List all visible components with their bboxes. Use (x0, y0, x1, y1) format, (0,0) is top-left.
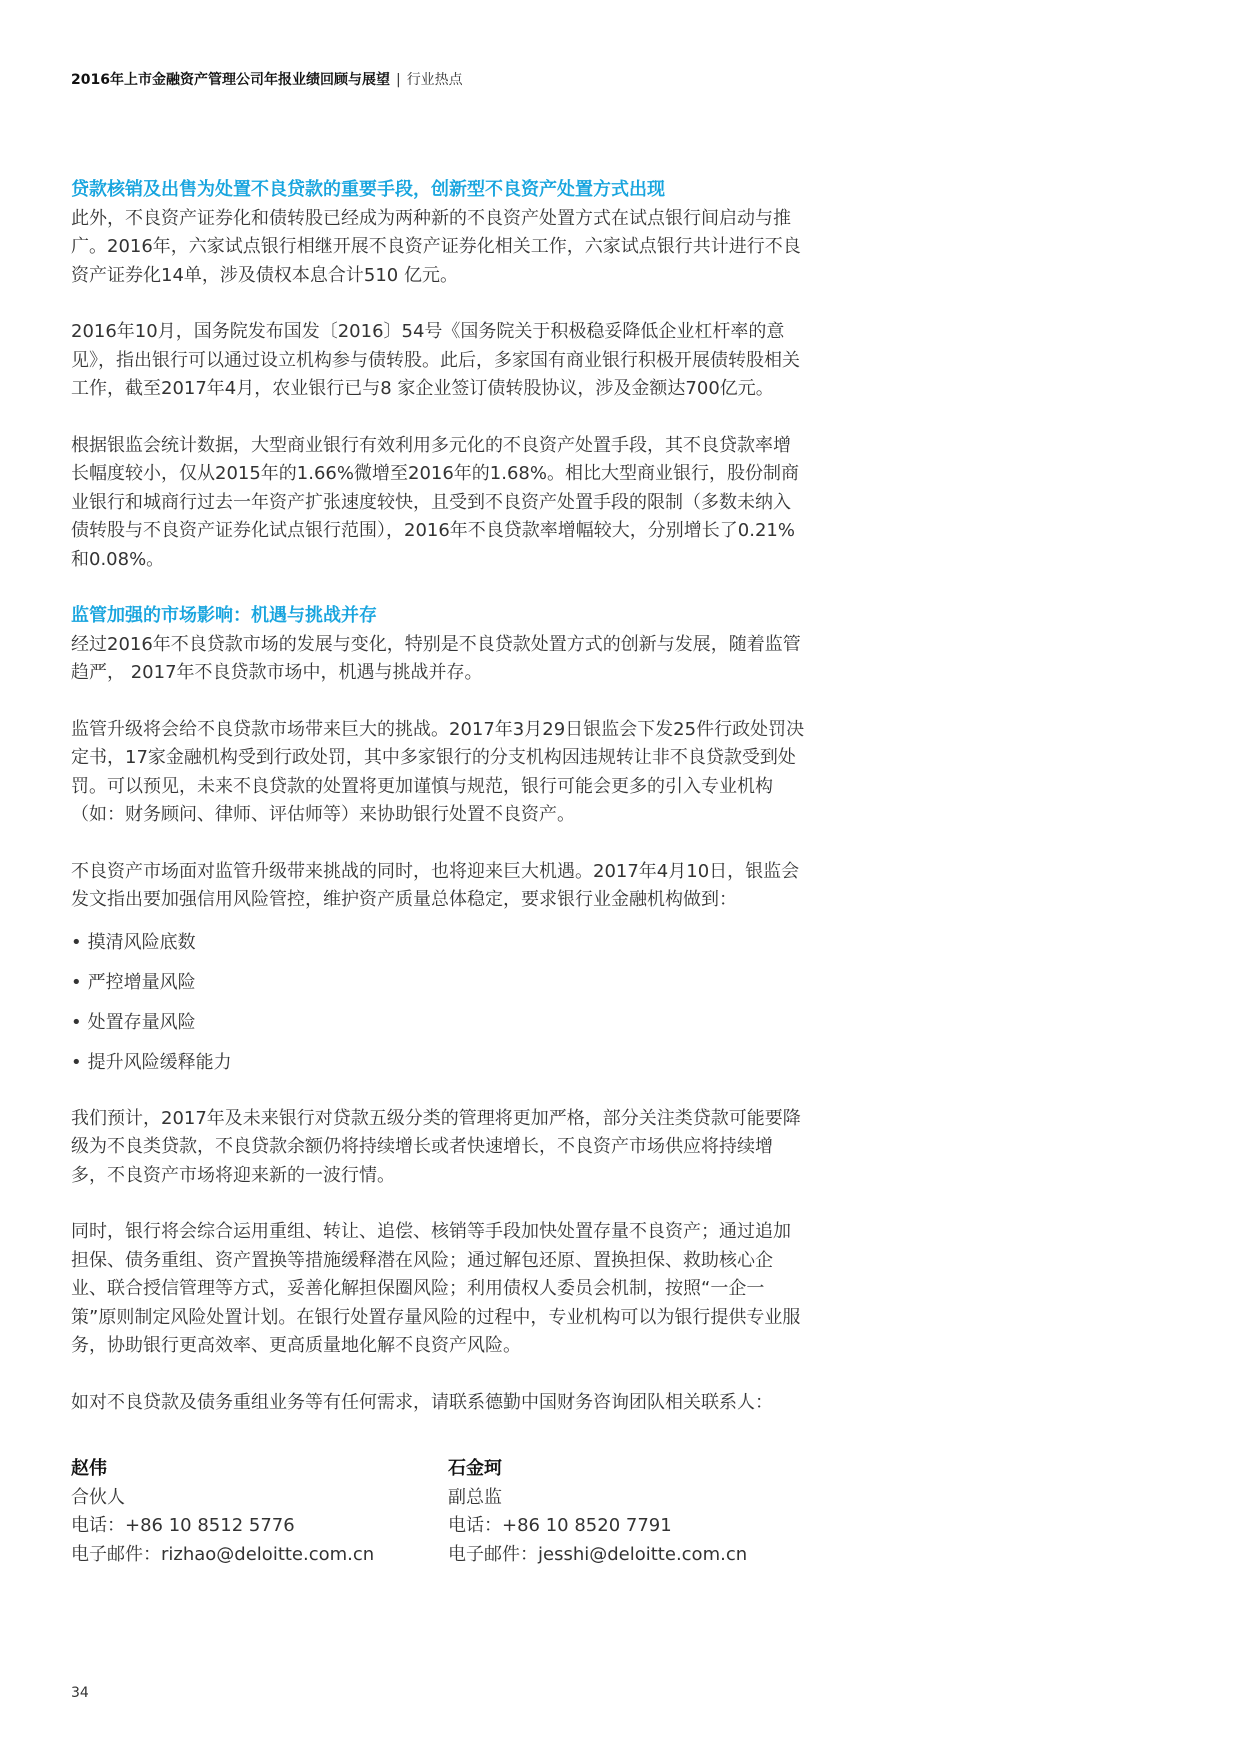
contact-card (71, 1455, 374, 1569)
requirements-list (71, 929, 806, 1077)
contact-name: 石金珂 (448, 1458, 502, 1479)
paragraph: 根据银监会统计数据，大型商业银行有效利用多元化的不良资产处置手段，其不良贷款率增长幅度较小，仅从2015年的1.66%微增至2016年的1.68%。相比大型商业银行，股份制商业银行和城商行过去一年资产扩张速度较快，且受到不良资产处置手段的限制（多数未纳入债转股与不良资产证券化试点银行范围），2016年不良贷款率增幅较大，分别增长了0.21%和0.08%。 (71, 434, 799, 570)
paragraph: 监管升级将会给不良贷款市场带来巨大的挑战。2017年3月29日银监会下发25件行政处罚决定书，17家金融机构受到行政处罚，其中多家银行的分支机构因违规转让非不良贷款受到处罚。可以预见，未来不良贷款的处置将更加谨慎与规范，银行可能会更多的引入专业机构（如：财务顾问、律师、评估师等）来协助银行处置不良资产。 (71, 718, 805, 825)
list-item: • 摸清风险底数 (71, 929, 806, 957)
contact-email: 电子邮件：rizhao@deloitte.com.cn (71, 1543, 375, 1565)
section-heading-regulation: 监管加强的市场影响：机遇与挑战并存 (71, 605, 377, 626)
contact-card (448, 1455, 747, 1569)
contact-phone: 电话：+86 10 8512 5776 (71, 1515, 295, 1536)
paragraph: 此外，不良资产证券化和债转股已经成为两种新的不良资产处置方式在试点银行间启动与推广。2016年，六家试点银行相继开展不良资产证券化相关工作，六家试点银行共计进行不良资产证券化14单，涉及债权本息合计510 亿元。 (71, 207, 801, 286)
paragraph: 2016年10月，国务院发布国发〔2016〕54号《国务院关于积极稳妥降低企业杠杆率的意见》，指出银行可以通过设立机构参与债转股。此后，多家国有商业银行积极开展债转股相关工作，截至2017年4月，农业银行已与8 家企业签订债转股协议，涉及金额达700亿元。 (71, 321, 800, 399)
list-item: • 提升风险缓释能力 (71, 1049, 806, 1077)
list-item: • 严控增量风险 (71, 969, 806, 997)
section-label: 行业热点 (406, 72, 463, 88)
header-separator: | (395, 72, 401, 88)
main-content (71, 176, 806, 1445)
paragraph: 经过2016年不良贷款市场的发展与变化，特别是不良贷款处置方式的创新与发展，随着监管趋严， 2017年不良贷款市场中，机遇与挑战并存。 (71, 633, 801, 683)
contact-email: 电子邮件：jesshi@deloitte.com.cn (448, 1543, 748, 1565)
contact-title: 副总监 (448, 1486, 502, 1508)
contact-title: 合伙人 (71, 1486, 125, 1508)
paragraph: 如对不良贷款及债务重组业务等有任何需求，请联系德勤中国财务咨询团队相关联系人： (71, 1391, 773, 1413)
section-heading-write-off: 贷款核销及出售为处置不良贷款的重要手段，创新型不良资产处置方式出现 (71, 179, 665, 200)
page-header (71, 69, 463, 89)
contact-phone: 电话：+86 10 8520 7791 (448, 1515, 672, 1536)
report-title: 2016年上市金融资产管理公司年报业绩回顾与展望 (71, 72, 390, 88)
paragraph: 同时，银行将会综合运用重组、转让、追偿、核销等手段加快处置存量不良资产；通过追加担保、债务重组、资产置换等措施缓释潜在风险；通过解包还原、置换担保、救助核心企业、联合授信管理等方式，妥善化解担保圈风险；利用债权人委员会机制，按照“一企一策”原则制定风险处置计划。在银行处置存量风险的过程中，专业机构可以为银行提供专业服务，协助银行更高效率、更高质量地化解不良资产风险。 (71, 1221, 801, 1356)
contact-name: 赵伟 (71, 1458, 107, 1479)
paragraph: 我们预计，2017年及未来银行对贷款五级分类的管理将更加严格，部分关注类贷款可能要降级为不良类贷款，不良贷款余额仍将持续增长或者快速增长，不良资产市场供应将持续增多，不良资产市场将迎来新的一波行情。 (71, 1107, 801, 1186)
paragraph: 不良资产市场面对监管升级带来挑战的同时，也将迎来巨大机遇。2017年4月10日，银监会发文指出要加强信用风险管控，维护资产质量总体稳定，要求银行业金融机构做到： (71, 860, 800, 910)
list-item: • 处置存量风险 (71, 1009, 806, 1037)
page-number: 34 (71, 1685, 89, 1701)
